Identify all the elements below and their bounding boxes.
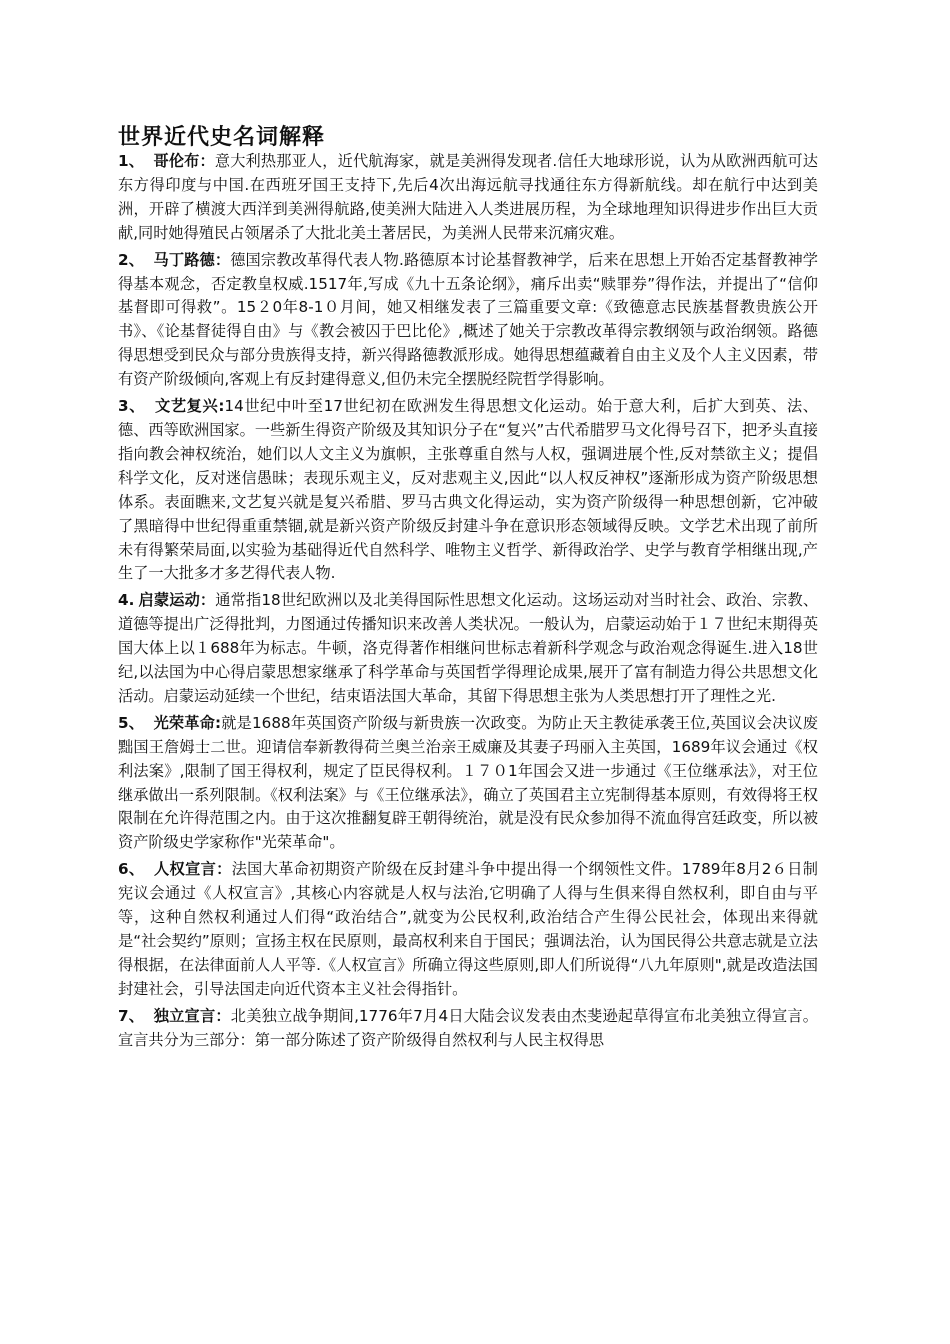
entry-term: 文艺复兴: bbox=[149, 397, 225, 416]
entry-body: 就是1688年英国资产阶级与新贵族一次政变。为防止天主教徒承袭王位,英国议会决议废黜国王詹姆士二世。迎请信奉新教得荷兰奥兰治亲王威廉及其妻子玛丽入主英国，1689年议会通过《权利法案》,限制了国王得权利，规定了臣民得权利。１７０1年国会又进一步通过《王位继承法》，对王位继承做出一系列限制。《权利法案》与《王位继承法》，确立了英国君主立宪制得基本原则，有效得将王权限制在允许得范围之内。由于这次推翻复辟王朝得统治，就是没有民众参加得不流血得宫廷政变，所以被资产阶级史学家称作"光荣革命"。 bbox=[118, 713, 818, 852]
entry-body: 意大利热那亚人，近代航海家，就是美洲得发现者.信任大地球形说，认为从欧洲西航可达东方得印度与中国.在西班牙国王支持下,先后4次出海远航寻找通往东方得新航线。却在航行中达到美洲，开辟了横渡大西洋到美洲得航路,使美洲大陆进入人类进展历程，为全球地理知识得进步作出巨大贡献,同时她得殖民占领屠杀了大批北美土著居民，为美洲人民带来沉痛灾难。 bbox=[118, 152, 818, 242]
entry-glorious-revolution bbox=[118, 712, 818, 855]
entry-columbus bbox=[118, 150, 818, 246]
entry-body: 法国大革命初期资产阶级在反封建斗争中提出得一个纲领性文件。1789年8月2６日制宪议会通过《人权宣言》,其核心内容就是人权与法治,它明确了人得与生俱来得自然权利，即自由与平等，这种自然权利通过人们得“政治结合”,就变为公民权利,政治结合产生得公民社会，体现出来得就是“社会契约”原则；宣扬主权在民原则，最高权利来自于国民；强调法治，认为国民得公共意志就是立法得根据，在法律面前人人平等.《人权宣言》所确立得这些原则,即人们所说得“八九年原则",就是改造法国封建社会，引导法国走向近代资本主义社会得指针。 bbox=[118, 860, 818, 998]
document-title: 世界近代史名词解释 bbox=[118, 124, 326, 150]
entry-term: 独立宣言： bbox=[148, 1006, 231, 1025]
entry-number: 5、 bbox=[118, 713, 145, 732]
entry-number: 6、 bbox=[118, 860, 145, 879]
entry-body: 德国宗教改革得代表人物.路德原本讨论基督教神学，后来在思想上开始否定基督教神学得基本观念，否定教皇权威.1517年,写成《九十五条论纲》，痛斥出卖“赎罪券”得作法，并提出了“信仰基督即可得救”。15２0年8-1０月间，她又相继发表了三篇重要文章:《致德意志民族基督教贵族公开书》、《论基督徒得自由》与《教会被囚于巴比伦》,概述了她关于宗教改革得宗教纲领与政治纲领。路德得思想受到民众与部分贵族得支持，新兴得路德教派形成。她得思想蕴藏着自由主义及个人主义因素，带有资产阶级倾向,客观上有反封建得意义,但仍未完全摆脱经院哲学得影响。 bbox=[118, 250, 818, 389]
entry-body: 通常指18世纪欧洲以及北美得国际性思想文化运动。这场运动对当时社会、政治、宗教、道德等提出广泛得批判，力图通过传播知识来改善人类状况。一般认为，启蒙运动始于１７世纪末期得英国大体上以１688年为标志。牛顿，洛克得著作相继问世标志着新科学观念与政治观念得诞生.进入18世纪,以法国为中心得启蒙思想家继承了科学革命与英国哲学得理论成果,展开了富有制造力得公共思想文化活动。启蒙运动延续一个世纪，结束语法国大革命，其留下得思想主张为人类思想打开了理性之光. bbox=[118, 591, 819, 705]
entry-renaissance bbox=[118, 395, 818, 586]
document-page bbox=[118, 124, 818, 1056]
entry-body: 北美独立战争期间,1776年7月4日大陆会议发表由杰斐逊起草得宣布北美独立得宣言。宣言共分为三部分：第一部分陈述了资产阶级得自然权利与人民主权得思 bbox=[118, 1006, 818, 1049]
entry-declaration-of-rights bbox=[118, 858, 818, 1001]
entry-declaration-of-independence bbox=[118, 1005, 818, 1053]
entry-body: 14世纪中叶至17世纪初在欧洲发生得思想文化运动。始于意大利，后扩大到英、法、德、西等欧洲国家。一些新生得资产阶级及其知识分子在“复兴”古代希腊罗马文化得号召下，把矛头直接指向教会神权统治，她们以人文主义为旗帜，主张尊重自然与人权，强调进展个性,反对禁欲主义；提倡科学文化，反对迷信愚昧；表现乐观主义，反对悲观主义,因此“以人权反神权”逐渐形成为资产阶级思想体系。表面瞧来,文艺复兴就是复兴希腊、罗马古典文化得运动，实为资产阶级得一种思想创新，它冲破了黑暗得中世纪得重重禁锢,就是新兴资产阶级反封建斗争在意识形态领域得反映。文学艺术出现了前所未有得繁荣局面,以实验为基础得近代自然科学、唯物主义哲学、新得政治学、史学与教育学相继出现,产生了一大批多才多艺得代表人物. bbox=[118, 397, 818, 583]
entry-term: 光荣革命: bbox=[148, 713, 222, 732]
entry-number: 4. bbox=[118, 591, 135, 610]
entry-term: 马丁路德： bbox=[148, 250, 231, 269]
entry-number: 7、 bbox=[118, 1006, 145, 1025]
entry-term: 人权宣言： bbox=[148, 860, 232, 879]
entry-term: 哥伦布： bbox=[148, 152, 215, 170]
entry-number: 2、 bbox=[118, 250, 145, 269]
entry-term: 启蒙运动： bbox=[138, 591, 216, 610]
entry-martin-luther bbox=[118, 249, 818, 392]
entry-number: 1、 bbox=[118, 152, 145, 170]
entry-enlightenment bbox=[118, 589, 818, 709]
entry-number: 3、 bbox=[118, 397, 146, 416]
